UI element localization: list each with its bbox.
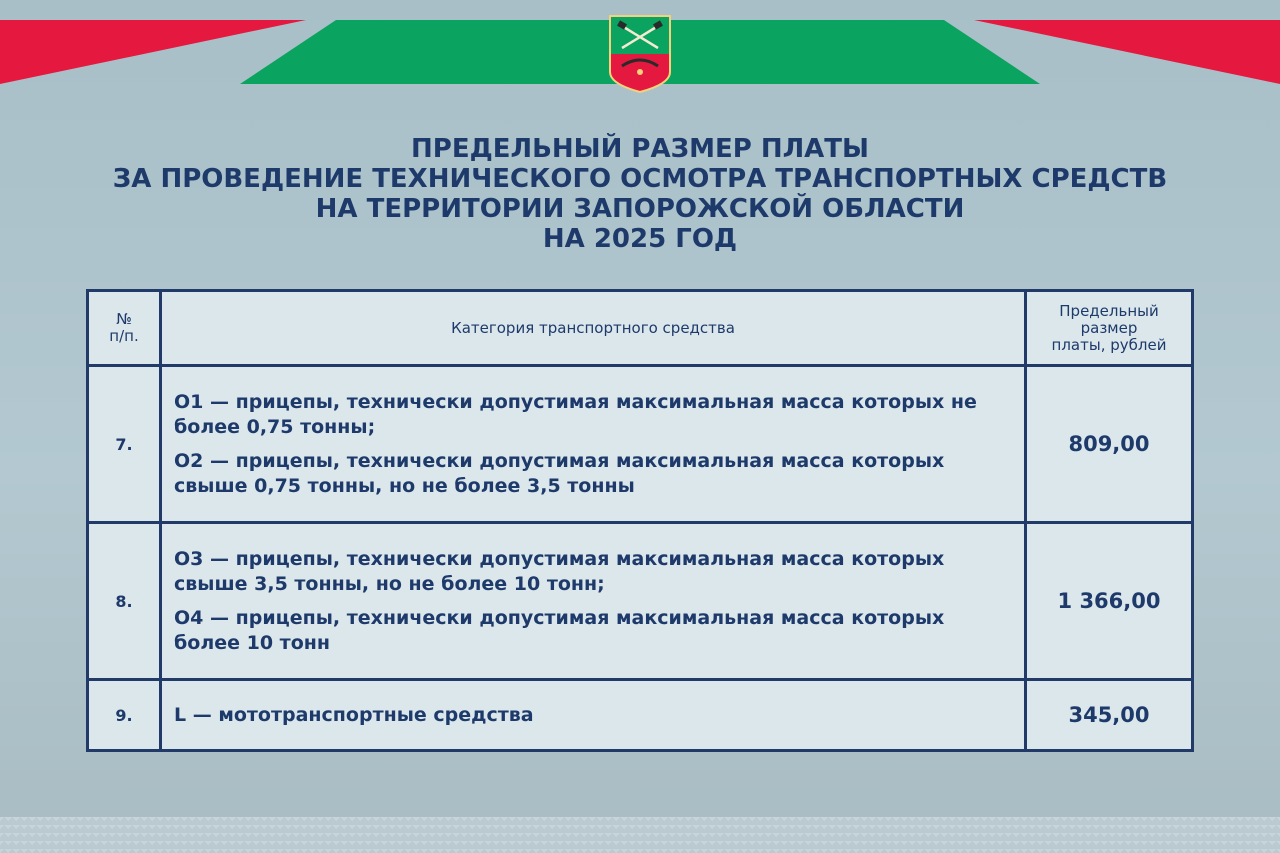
- title-line: НА 2025 ГОД: [542, 224, 738, 254]
- row-price: 1 366,00: [1026, 523, 1193, 680]
- row-price: 809,00: [1026, 366, 1193, 523]
- page-title: [60, 134, 1220, 254]
- category-line: О1 — прицепы, технически допустимая максимальная масса которых не более 0,75 тонны;: [174, 390, 977, 438]
- table-header-row: [88, 291, 1193, 366]
- row-number: 7.: [88, 366, 161, 523]
- category-line: О4 — прицепы, технически допустимая максимальная масса которых более 10 тонн: [174, 606, 945, 654]
- row-price: 345,00: [1026, 680, 1193, 751]
- title-line: ЗА ПРОВЕДЕНИЕ ТЕХНИЧЕСКОГО ОСМОТРА ТРАНСПОРТНЫХ СРЕДСТВ: [112, 164, 1168, 194]
- row-number: 9.: [88, 680, 161, 751]
- table-row: [88, 366, 1193, 523]
- column-header-price: Предельный размер платы, рублей: [1026, 291, 1193, 366]
- table-row: [88, 680, 1193, 751]
- column-header-number: № п/п.: [88, 291, 161, 366]
- row-category: [161, 523, 1026, 680]
- title-line: НА ТЕРРИТОРИИ ЗАПОРОЖСКОЙ ОБЛАСТИ: [315, 194, 965, 224]
- tariff-table: [86, 289, 1194, 752]
- decorative-bottom-border: [0, 817, 1280, 853]
- column-header-category: Категория транспортного средства: [161, 291, 1026, 366]
- category-line: О3 — прицепы, технически допустимая максимальная масса которых свыше 3,5 тонны, но не более 10 тонн;: [174, 547, 945, 595]
- coat-of-arms-icon: [608, 14, 672, 94]
- category-line: О2 — прицепы, технически допустимая максимальная масса которых свыше 0,75 тонны, но не более 3,5 тонны: [174, 449, 945, 497]
- title-line: ПРЕДЕЛЬНЫЙ РАЗМЕР ПЛАТЫ: [411, 134, 869, 164]
- row-category: [161, 366, 1026, 523]
- row-category: [161, 680, 1026, 751]
- category-line: L — мототранспортные средства: [174, 703, 534, 726]
- table-row: [88, 523, 1193, 680]
- row-number: 8.: [88, 523, 161, 680]
